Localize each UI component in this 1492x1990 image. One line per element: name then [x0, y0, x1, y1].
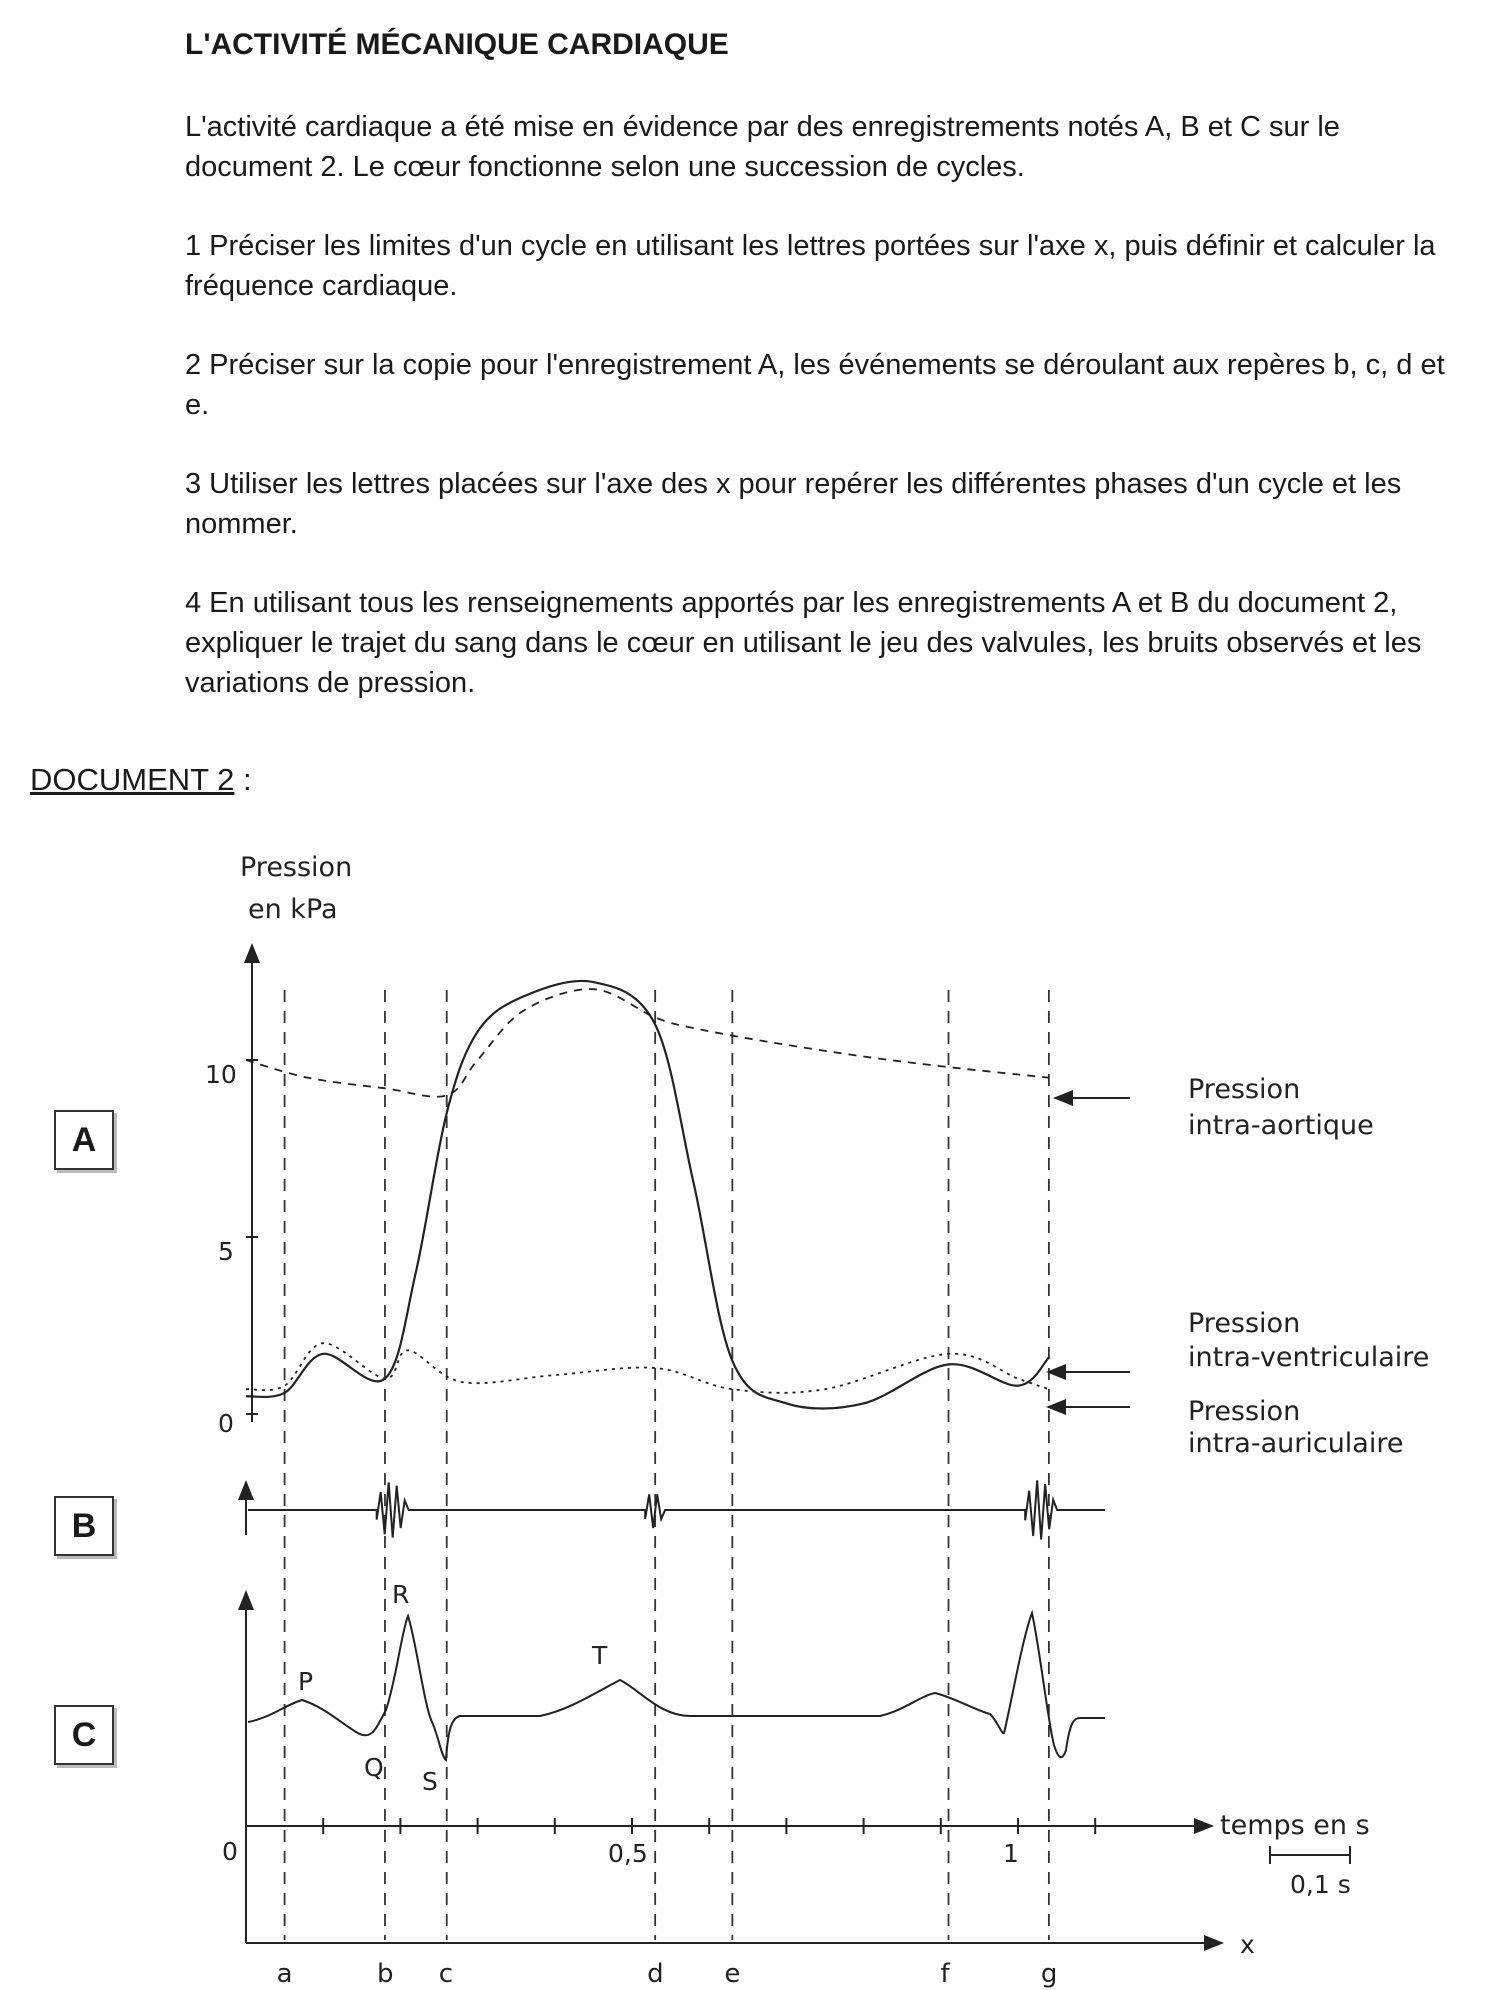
legend-atrial-line1: Pression — [1188, 1396, 1301, 1427]
panel-label-a: A — [54, 1110, 114, 1170]
intro-paragraph: L'activité cardiaque a été mise en évidence par des enregistrements notés A, B et C sur le document 2. Le cœur fonctionne selon une succession de cycles. — [185, 111, 1340, 183]
y-axis-label-line2: en kPa — [248, 894, 338, 925]
x-axis-label: x — [1240, 1930, 1255, 1959]
legend-ventricular-line2: intra-ventriculaire — [1188, 1342, 1430, 1373]
ventricular-pressure-curve — [246, 981, 1049, 1409]
time-tick-1: 1 — [1003, 1839, 1019, 1868]
marker-label-c: c — [438, 1959, 454, 1989]
question-1: 1 Préciser les limites d'un cycle en utilisant les lettres portées sur l'axe x, puis définir et calculer la fréquence cardiaque. — [185, 230, 1436, 302]
document-label-text: DOCUMENT 2 — [30, 762, 235, 797]
ecg-wave-s: S — [422, 1767, 438, 1796]
pressure-curves — [246, 981, 1049, 1409]
marker-guide-lines — [285, 990, 1049, 1940]
marker-label-e: e — [724, 1959, 741, 1989]
question-2: 2 Préciser sur la copie pour l'enregistrement A, les événements se déroulant aux repères b, c, d et e. — [185, 349, 1445, 421]
marker-label-f: f — [940, 1959, 950, 1989]
marker-label-d: d — [647, 1959, 664, 1989]
marker-label-b: b — [376, 1959, 394, 1989]
legend-ventricular-line1: Pression — [1188, 1308, 1301, 1339]
phonocardiogram-trace — [248, 1480, 1105, 1539]
aortic-pressure-curve — [246, 989, 1049, 1097]
legend-aortic-line2: intra-aortique — [1188, 1110, 1374, 1141]
ecg-wave-p: P — [298, 1667, 314, 1696]
question-4: 4 En utilisant tous les renseignements apportés par les enregistrements A et B du document 2, expliquer le trajet du sang dans le cœur en utilisant le jeu des valvules, les bruits observés et les variations de pression. — [185, 587, 1422, 699]
ecg-trace — [248, 1613, 1105, 1760]
ecg-wave-t: T — [592, 1641, 608, 1670]
panel-label-c: C — [54, 1705, 114, 1765]
time-axis-label: temps en s — [1220, 1810, 1370, 1841]
time-scale-bar — [1270, 1846, 1350, 1864]
document-label-colon: : — [234, 762, 252, 797]
question-3: 3 Utiliser les lettres placées sur l'axe des x pour repérer les différentes phases d'un cycle et les nommer. — [185, 468, 1402, 540]
y-tick-label-0: 0 — [218, 1409, 234, 1438]
time-tick-0-5: 0,5 — [608, 1839, 648, 1868]
ecg-wave-q: Q — [364, 1753, 384, 1782]
y-tick-label-5: 5 — [218, 1237, 234, 1266]
time-scale-label: 0,1 s — [1290, 1870, 1351, 1899]
page-title: L'ACTIVITÉ MÉCANIQUE CARDIAQUE — [185, 28, 729, 61]
marker-label-a: a — [276, 1959, 293, 1989]
atrial-pressure-curve — [246, 1343, 1049, 1393]
y-axis-label-line1: Pression — [240, 852, 353, 883]
document-label — [30, 762, 252, 798]
legend-aortic-line1: Pression — [1188, 1074, 1301, 1105]
y-tick-label-10: 10 — [205, 1060, 237, 1089]
cardiac-recordings-figure — [0, 830, 1492, 1990]
ecg-wave-r: R — [392, 1580, 410, 1609]
marker-labels — [277, 1959, 1058, 1989]
time-tick-0: 0 — [222, 1837, 238, 1866]
panel-label-b: B — [54, 1496, 114, 1556]
marker-label-g: g — [1040, 1959, 1058, 1989]
legend-atrial-line2: intra-auriculaire — [1188, 1428, 1404, 1459]
